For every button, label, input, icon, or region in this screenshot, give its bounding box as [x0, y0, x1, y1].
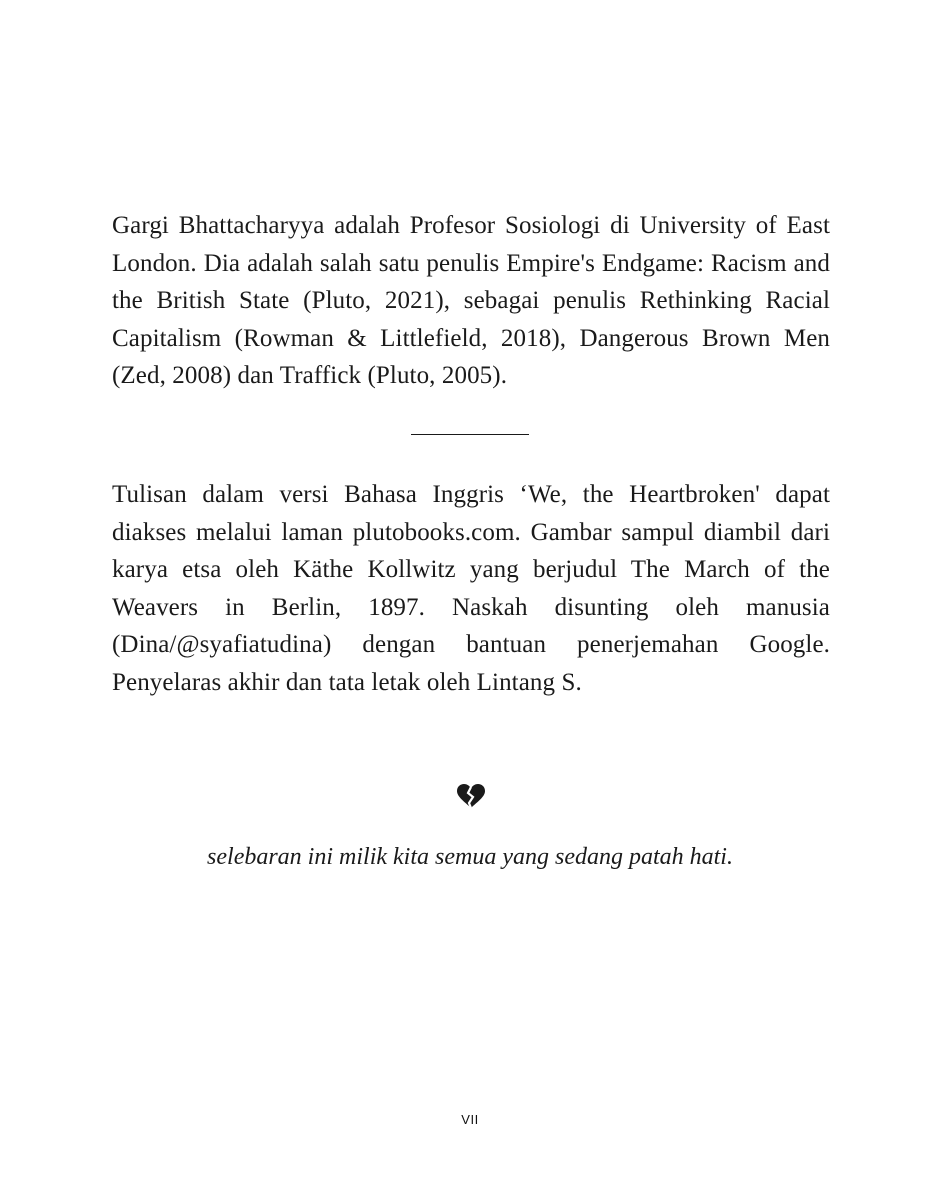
broken-heart-icon [456, 783, 486, 809]
section-divider [411, 434, 529, 435]
page-number: VII [461, 1112, 479, 1127]
closing-tagline: selebaran ini milik kita semua yang sedang patah hati. [207, 844, 733, 870]
publication-credits: Tulisan dalam versi Bahasa Inggris ‘We, the Heartbroken' dapat diakses melalui laman plutobooks.com. Gambar sampul diambil dari karya etsa oleh Käthe Kollwitz yang berjudul The March of the Weavers in Berlin, 1897. Naskah disunting oleh manusia (Dina/@syafiatudina) dengan bantuan penerjemahan Google. Penyelaras akhir dan tata letak oleh Lintang S. [112, 481, 830, 696]
author-bio: Gargi Bhattacharyya adalah Profesor Sosiologi di University of East London. Dia adalah salah satu penulis Empire's Endgame: Racism and the British State (Pluto, 2021), sebagai penulis Rethinking Racial Capitalism (Rowman & Littlefield, 2018), Dangerous Brown Men (Zed, 2008) dan Traffick (Pluto, 2005). [112, 212, 830, 389]
